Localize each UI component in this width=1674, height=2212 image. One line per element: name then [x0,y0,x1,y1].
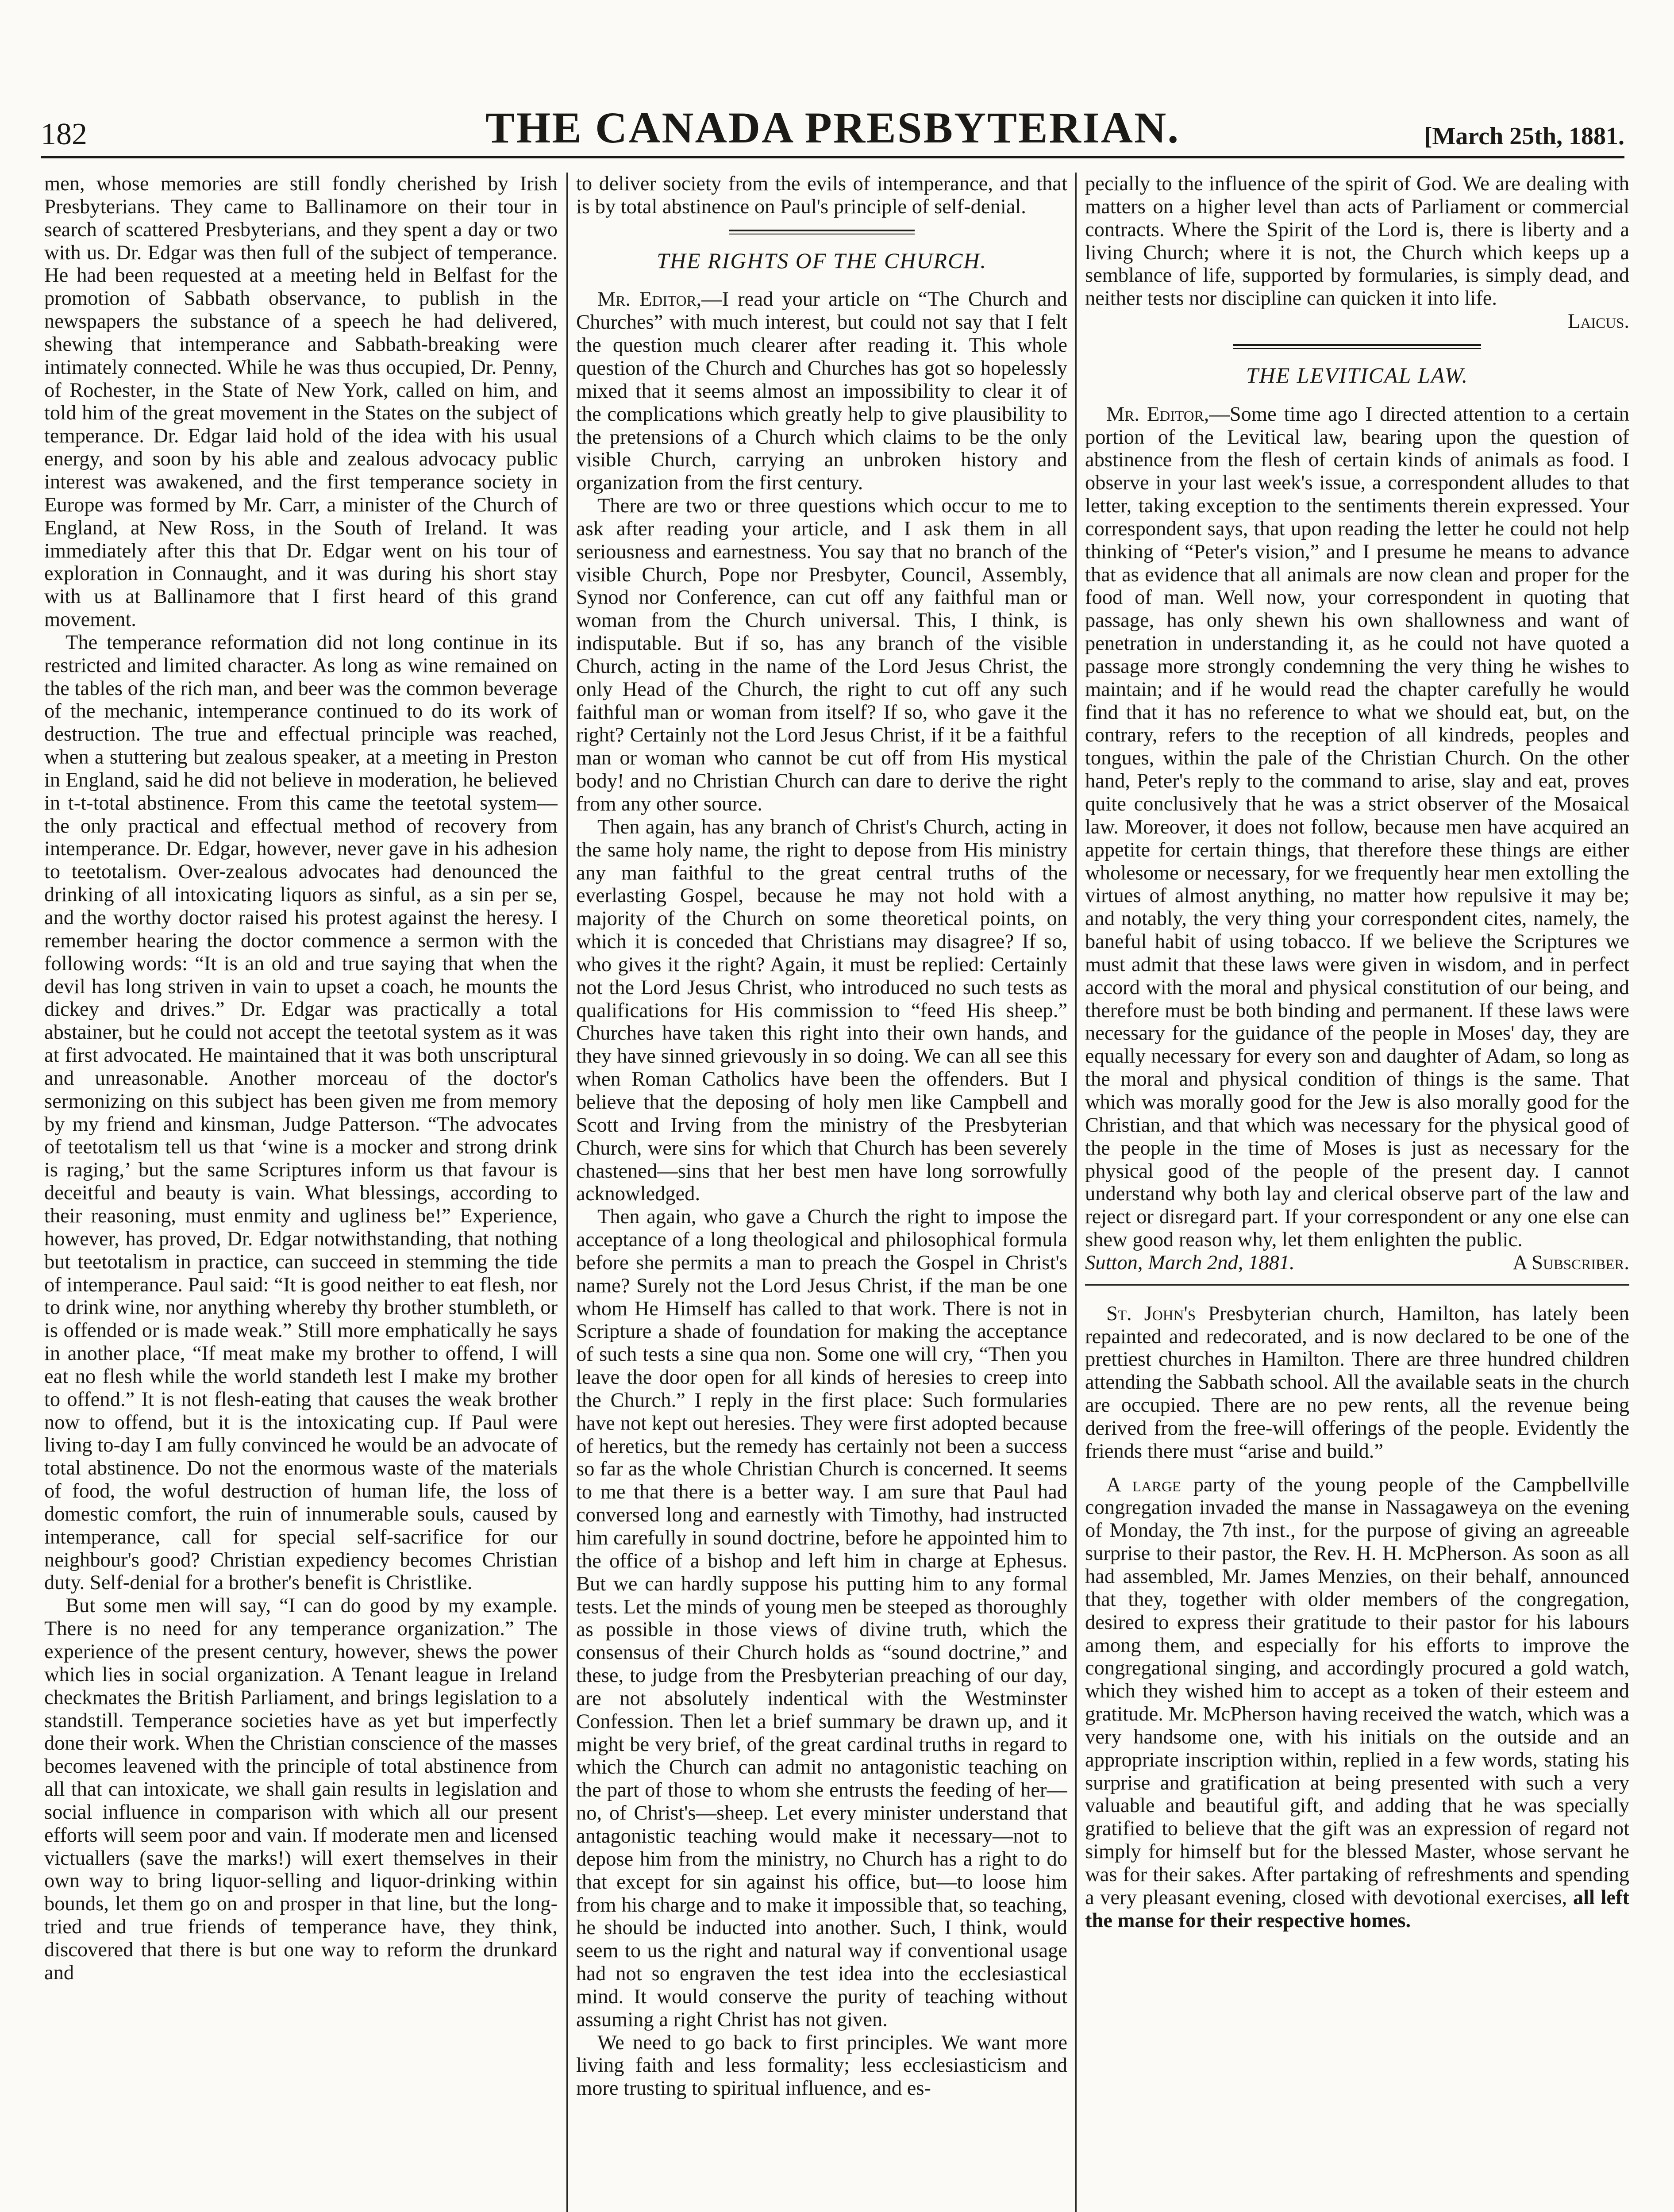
letter-paragraph: —I read your article on “The Church and Churches” with much interest, but could not say that I felt the question much clearer after reading it. This whole question of the Church and Churches has got so hopelessly mixed that it seems almost an impossibility to clear it of the complications which greatly help to give plausibility to the pretensions of a Church which claims to be the only visible Church, carrying an unbroken history and organization from the first century. [576,288,1067,495]
letter-paragraph: Then again, who gave a Church the right to impose the acceptance of a long theological and philosophical formula before she permits a man to preach the Gospel in Christ's name? Surely not the Lord Jesus Christ, if the man be one whom He Himself has called to that work. There is not in Scripture a shade of foundation for making the acceptance of such tests a sine qua non. Some one will cry, “Then you leave the door open for all kinds of heresies to creep into the Church.” I reply in the first place: Such formularies have not kept out heresies. They were first adopted because of heretics, but the remedy has certainly not been a success so far as the whole Christian Church is concerned. It seems to me that there is a better way. I am sure that Paul had conversed long and earnestly with Timothy, had instructed him carefully in sound doctrine, before he appointed him to the office of a bishop and left him in charge at Ephesus. But we can hardly suppose his putting him to any formal tests. Let the minds of young men be steeped as thoroughly as possible in those views of divine truth, which the consensus of their Church holds as “sound doctrine,” and these, to judge from the Presbyterian preaching of our day, are not absolutely indentical with the Westminster Confession. Then let a brief summary be drawn up, and it might be very brief, of the great cardinal truths in regard to which the Church can admit no antagonistic teaching on the part of those to whom she entrusts the feeding of her—no, of Christ's—sheep. Let every minister understand that antagonistic teaching would make it necessary—not to depose him from the ministry, no Church has a right to do that except for sin against his office, but—to loose him from his charge and to make it impossible that, so teaching, he should be inducted into another. Such, I think, would seem to us the right and natural way if conventional usage had not so engraven the test idea into the ecclesiastical mind. It would conserve the purity of teaching without assuming a right Christ has not given. [576,1206,1067,2031]
page-number: 182 [41,117,87,151]
news-lead: St. John's [1106,1302,1196,1325]
page-header [41,103,1624,158]
section-divider [1085,1284,1629,1286]
column-divider [1075,173,1077,2212]
place-date: Sutton, March 2nd, 1881. [1085,1251,1295,1274]
letter-signoff [1085,310,1629,333]
column-2 [576,173,1067,2212]
ornamental-rule [729,228,915,238]
news-item: Presbyterian church, Hamilton, has lately been repainted and redecorated, and is now declared to be one of the prettiest churches in Hamilton. There are three hundred children attending the Sabbath school. All the available seats in the church are occupied. There are no pew rents, all the revenue being derived from the free-will offerings of the people. Evidently the friends there must “arise and build.” [1085,1302,1629,1463]
signature: Laicus. [1567,310,1629,333]
issue-date: [March 25th, 1881. [1424,123,1624,150]
letter-paragraph: We need to go back to first principles. We want more living faith and less formality; less ecclesiasticism and more trusting to spiritual influence, and es- [576,2031,1067,2100]
column-3 [1085,173,1629,2212]
salutation: Mr. Editor, [597,288,702,311]
letter-paragraph: There are two or three questions which occur to me to ask after reading your article, and I ask them in all seriousness and earnestness. You say that no branch of the visible Church, Pope nor Presbyter, Council, Assembly, Synod nor Conference, can cut off any faithful man or woman from the Church universal. This, I think, is indisputable. But if so, has any branch of the visible Church, acting in the name of the Lord Jesus Christ, the only Head of the Church, the right to cut off any such faithful man or woman from itself? If so, who gave it the right? Certainly not the Lord Jesus Christ, if it be a faithful man or woman who cannot be cut off from His mystical body! and no Christian Church can dare to derive the right from any other source. [576,495,1067,815]
article-paragraph: The temperance reformation did not long continue in its restricted and limited character. As long as wine remained on the tables of the rich man, and beer was the common beverage of the mechanic, intemperance continued to do its work of destruction. The true and effectual principle was reached, when a stuttering but zealous speaker, at a meeting in Preston in England, said he did not believe in moderation, he believed in t-t-total abstinence. From this came the teetotal system—the only practical and effectual method of recovery from intemperance. Dr. Edgar, however, never gave in his adhesion to teetotalism. Over-zealous advocates had denounced the drinking of all intoxicating liquors as sinful, as a sin per se, and the worthy doctor raised his protest against the heresy. I remember hearing the doctor commence a sermon with the following words: “It is an old and true saying that when the devil has long striven in vain to upset a coach, he mounts the dickey and drives.” Dr. Edgar was practically a total abstainer, but he could not accept the teetotal system as it was at first advocated. He maintained that it was both unscriptural and unreasonable. Another morceau of the doctor's sermonizing on this subject has been given me from memory by my friend and kinsman, Judge Patterson. “The advocates of teetotalism tell us that ‘wine is a mocker and strong drink is raging,’ but the same Scriptures inform us that favour is deceitful and beauty is vain. What blessings, according to their reasoning, must enmity and ugliness be!” Experience, however, has proved, Dr. Edgar notwithstanding, that nothing but teetotalism in practice, can succeed in stemming the tide of intemperance. Paul said: “It is good neither to eat flesh, nor to drink wine, nor anything whereby thy brother stumbleth, or is offended or is made weak.” Still more emphatically he says in another place, “If meat make my brother to offend, I will eat no flesh while the world standeth lest I make my brother to offend.” It is not flesh-eating that causes the weak brother now to offend, but it is the intoxicating cup. If Paul were living to-day I am fully convinced he would be an advocate of total abstinence. Do not the enormous waste of the materials of food, the woful destruction of human life, the loss of domestic comfort, the ruin of innumerable souls, caused by intemperance, call for special self-sacrifice for our neighbour's good? Christian expediency becomes Christian duty. Self-denial for a brother's benefit is Christlike. [44,631,558,1594]
news-item-ending: all left the manse for their respective homes. [1085,1886,1629,1932]
salutation: Mr. Editor, [1106,403,1209,426]
article-paragraph: men, whose memories are still fondly cherished by Irish Presbyterians. They came to Ballinamore on their tour in search of scattered Presbyterians, and they spent a day or two with us. Dr. Edgar was then full of the subject of temperance. He had been requested at a meeting held in Belfast for the promotion of Sabbath observance, to publish in the newspapers the substance of a speech he had delivered, shewing that intemperance and Sabbath-breaking were intimately connected. While he was thus occupied, Dr. Penny, of Rochester, in the State of New York, called on him, and told him of the great movement in the States on the subject of temperance. Dr. Edgar laid hold of the idea with his usual energy, and soon by his able and zealous advocacy public interest was awakened, and the first temperance society in Europe was formed by Mr. Carr, a minister of the Church of England, at New Ross, in the South of Ireland. It was immediately after this that Dr. Edgar went on his tour of exploration in Connaught, and it was during his short stay with us at Ballinamore that I first heard of this grand movement. [44,173,558,631]
letter-paragraph: Then again, has any branch of Christ's Church, acting in the same holy name, the right to depose from His ministry any man faithful to the great central truths of the everlasting Gospel, because he may not hold with a majority of the Church on some theoretical points, on which it is conceded that Christians may disagree? If so, who gives it the right? Again, it must be replied: Certainly not the Lord Jesus Christ, who introduced no such tests as qualifications for His commission to “feed His sheep.” Churches have taken this right into their own hands, and they have sinned grievously in so doing. We can all see this when Roman Catholics have been the offenders. But I believe that the deposing of holy men like Campbell and Scott and Irving from the ministry of the Presbyterian Church, were sins for which that Church has been severely chastened—sins that her best men have long sorrowfully acknowledged. [576,815,1067,1206]
article-heading: THE RIGHTS OF THE CHURCH. [657,248,987,273]
article-continuation: to deliver society from the evils of intemperance, and that is by total abstinence on Paul's principle of self-denial. [576,173,1067,218]
article-paragraph: But some men will say, “I can do good by my example. There is no need for any temperance organization.” The experience of the present century, however, shews the power which lies in social organization. A Tenant league in Ireland checkmates the British Parliament, and brings legislation to a standstill. Temperance societies have as yet but imperfectly done their work. When the Christian conscience of the masses becomes leavened with the principle of total abstinence from all that can intoxicate, we shall gain results in legislation and social influence in comparison with which all our present efforts will seem poor and vain. If moderate men and licensed victuallers (save the marks!) will exert themselves in their own way to bring liquor-selling and liquor-drinking within bounds, let them go on and prosper in that line, but the long-tried and true friends of temperance have, they think, discovered that there is but one way to reform the drunkard and [44,1594,558,1984]
ornamental-rule [1233,343,1481,353]
letter-continuation: pecially to the influence of the spirit of God. We are dealing with matters on a higher level than acts of Parliament or commercial contracts. Where the Spirit of the Lord is, there is liberty and a living Church; where it is not, the Church which keeps up a semblance of life, supported by formularies, is simply dead, and neither tests nor discipline can quicken it into life. [1085,173,1629,310]
news-item: party of the young people of the Campbellville congregation invaded the manse in Nassagaweya on the evening of Monday, the 7th inst., for the purpose of giving an agreeable surprise to their pastor, the Rev. H. H. McPherson. As soon as all had assembled, Mr. James Menzies, on their behalf, announced that they, together with older members of the congregation, desired to express their gratitude to their pastor for his labours among them, and especially for his efforts to improve the congregational singing, and accordingly procured a gold watch, which they wished him to accept as a token of their esteem and gratitude. Mr. McPherson having received the watch, which was a very handsome one, with his initials on the outside and an appropriate inscription within, replied in a few words, stating his surprise and gratification at being presented with such a very valuable and beautiful gift, and adding that he was specially gratified to believe that the gift was an expression of regard not simply for himself but for the blessed Master, whose servant he was for their sakes. After partaking of refreshments and spending a very pleasant evening, closed with devotional exercises, [1085,1473,1629,1909]
article-heading: THE LEVITICAL LAW. [1246,362,1469,388]
letter-paragraph: —Some time ago I directed attention to a certain portion of the Levitical law, bearing upon the question of abstinence from the flesh of certain kinds of animals as food. I observe in your last week's issue, a correspondent alludes to that letter, taking exception to the sentiments therein expressed. Your correspondent says, that upon reading the letter he could not help thinking of “Peter's vision,” and I presume he means to advance that as evidence that all animals are now clean and proper for the food of man. Well now, your correspondent in quoting that passage, has only shewn his own shallowness and want of penetration in understanding it, as he could not have quoted a passage more strongly condemning the very thing he wishes to maintain; and if he would read the chapter carefully he would find that it has no reference to what we should eat, but, on the contrary, refers to the reception of all kindreds, peoples and tongues, within the pale of the Christian Church. On the other hand, Peter's reply to the command to arise, slay and eat, proves quite conclusively that he was a strict observer of the Mosaical law. Moreover, it does not follow, because men have acquired an appetite for certain things, that therefore these things are either wholesome or necessary, for we frequently hear men extolling the virtues of almost anything, no matter how repulsive it may be; and notably, the very thing your correspondent cites, namely, the baneful habit of using tobacco. If we believe the Scriptures we must admit that these laws were given in wisdom, and in perfect accord with the moral and physical constitution of our being, and therefore must be both binding and permanent. If these laws were necessary for the guidance of the people in Moses' day, they are equally necessary for every son and daughter of Adam, so long as the moral and physical condition of things is the same. That which was morally good for the Jew is also morally good for the Christian, and that which was necessary for the physical good of the people in the time of Moses is just as necessary for the physical good of the people of the present day. I cannot understand why both lay and clerical observe part of the law and reject or disregard part. If your correspondent or any one else can shew good reason why, let them enlighten the public. [1085,403,1629,1252]
letter-signoff [1085,1252,1629,1275]
news-lead: A large [1106,1473,1181,1496]
column-divider [566,173,568,2212]
signature: A Subscriber. [1512,1251,1629,1274]
newspaper-title: THE CANADA PRESBYTERIAN. [485,103,1180,152]
column-1 [44,173,558,2212]
